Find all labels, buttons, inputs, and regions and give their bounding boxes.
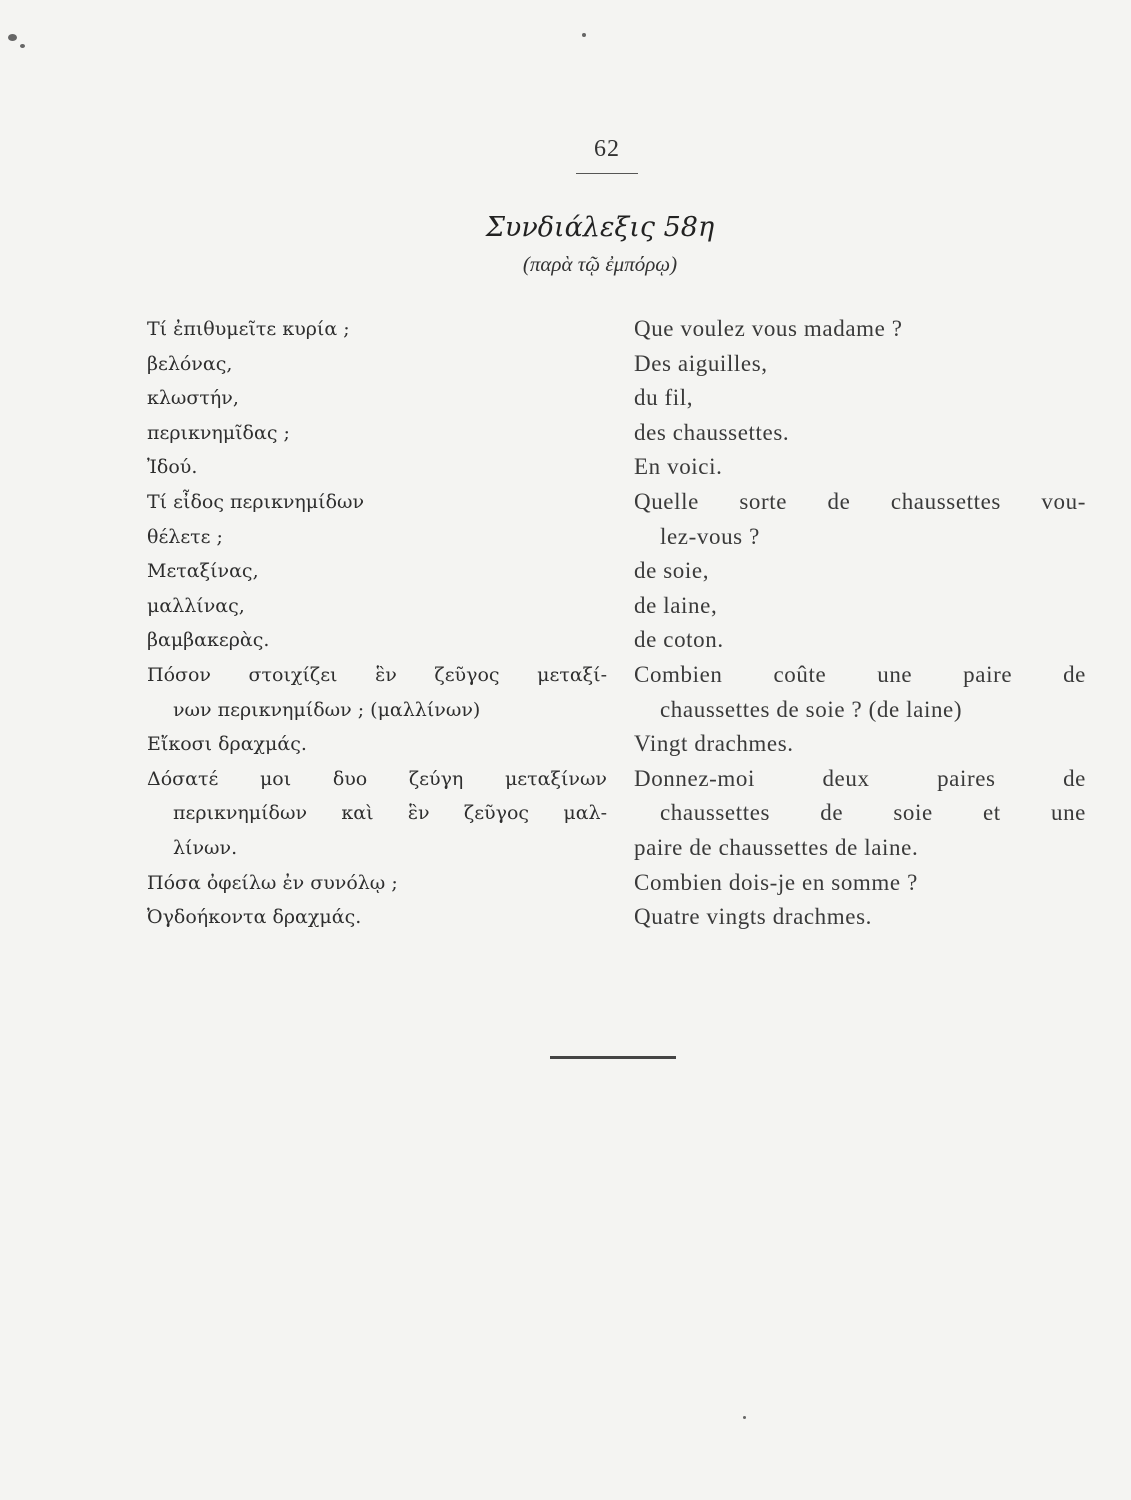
greek-line: Δόσατέ μοι δυο ζεύγη μεταξίνων (147, 767, 607, 790)
greek-line: Τί ἐπιθυμεῖτε κυρία ; (147, 318, 350, 340)
greek-line: νων περικνημίδων ; (μαλλίνων) (173, 698, 481, 721)
greek-line: Ἰδού. (147, 456, 198, 479)
french-line: du fil, (634, 385, 694, 411)
greek-line: Πόσον στοιχίζει ἓν ζεῦγος μεταξί- (147, 663, 607, 686)
french-line: lez-vous ? (660, 523, 760, 549)
greek-line: Πόσα ὀφείλω ἐν συνόλῳ ; (147, 871, 398, 894)
greek-line: περικνημῖδας ; (147, 421, 290, 444)
french-line: chaussettes de soie ? (de laine) (660, 696, 963, 722)
french-line: chaussettes de soie et une (660, 800, 1086, 826)
greek-line: βαμβακερὰς. (147, 629, 270, 652)
french-line: Des aiguilles, (634, 350, 768, 376)
page-number: 62 (594, 136, 620, 162)
french-column (634, 312, 1086, 935)
french-line: des chaussettes. (634, 419, 790, 445)
french-line: Donnez-moi deux paires de (634, 765, 1086, 791)
greek-line: κλωστήν, (147, 387, 239, 410)
greek-line: θέλετε ; (147, 525, 223, 548)
dialogue-subtitle: (παρὰ τῷ ἐμπόρῳ) (522, 252, 678, 276)
french-line: Quelle sorte de chaussettes vou- (634, 488, 1086, 514)
greek-line: Εἴκοσι δραχμάς. (147, 733, 307, 756)
french-line: Combien coûte une paire de (634, 661, 1086, 687)
greek-column (147, 312, 607, 935)
greek-line: μαλλίνας, (147, 594, 245, 617)
dialogue-title: Συνδιάλεξις 58η (485, 212, 715, 243)
greek-line: Μεταξίνας, (147, 560, 259, 583)
end-rule (550, 1056, 676, 1059)
greek-line: λίνων. (173, 836, 238, 859)
greek-line: Ὀγδοήκοντα δραχμάς. (147, 906, 362, 929)
ink-speck (743, 1416, 746, 1419)
ink-speck (582, 33, 586, 37)
french-line: de soie, (634, 558, 710, 584)
greek-line: περικνημίδων καὶ ἓν ζεῦγος μαλ- (173, 802, 607, 825)
french-line: Combien dois-je en somme ? (634, 869, 918, 895)
french-line: Vingt drachmes. (634, 731, 794, 757)
french-line: de coton. (634, 627, 724, 653)
greek-line: Τί εἶδος περικνημίδων (147, 490, 365, 513)
french-line: paire de chaussettes de laine. (634, 834, 919, 860)
ink-speck (20, 44, 25, 48)
greek-line: βελόνας, (147, 352, 233, 375)
french-line: Quatre vingts drachmes. (634, 904, 872, 930)
french-line: Que voulez vous madame ? (634, 316, 903, 341)
french-line: de laine, (634, 592, 718, 618)
french-line: En voici. (634, 454, 723, 480)
ink-speck (8, 34, 17, 41)
page-number-rule (576, 173, 638, 174)
